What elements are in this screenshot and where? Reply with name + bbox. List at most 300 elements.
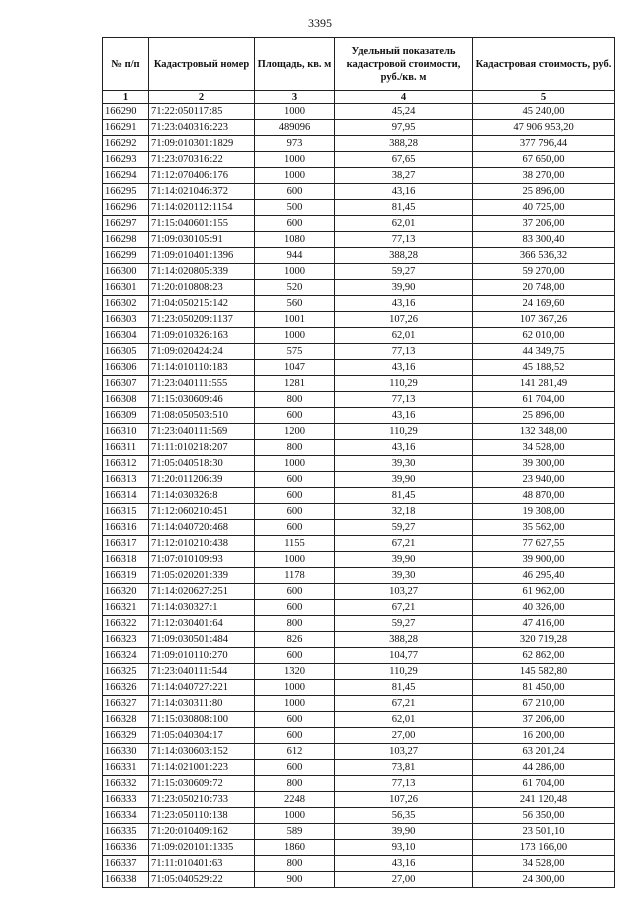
header-row-number: № п/п (103, 38, 149, 91)
cell-cadastral-value: 67 210,00 (473, 696, 615, 712)
cell-area: 800 (255, 392, 335, 408)
cell-area: 600 (255, 600, 335, 616)
cell-row-number: 166295 (103, 184, 149, 200)
cell-cadastral-number: 71:14:020627:251 (149, 584, 255, 600)
cell-unit-value: 43,16 (335, 440, 473, 456)
cell-unit-value: 110,29 (335, 664, 473, 680)
cell-unit-value: 39,30 (335, 568, 473, 584)
cell-row-number: 166325 (103, 664, 149, 680)
cell-cadastral-number: 71:14:021001:223 (149, 760, 255, 776)
cell-unit-value: 27,00 (335, 872, 473, 888)
cell-row-number: 166312 (103, 456, 149, 472)
cell-cadastral-value: 39 900,00 (473, 552, 615, 568)
cell-cadastral-number: 71:09:020101:1335 (149, 840, 255, 856)
cell-row-number: 166335 (103, 824, 149, 840)
cell-row-number: 166299 (103, 248, 149, 264)
cell-cadastral-number: 71:23:040111:544 (149, 664, 255, 680)
cell-cadastral-value: 23 501,10 (473, 824, 615, 840)
cell-row-number: 166307 (103, 376, 149, 392)
cell-cadastral-value: 173 166,00 (473, 840, 615, 856)
table-row (103, 456, 615, 472)
cell-unit-value: 77,13 (335, 232, 473, 248)
cell-cadastral-value: 56 350,00 (473, 808, 615, 824)
cell-row-number: 166328 (103, 712, 149, 728)
cell-row-number: 166318 (103, 552, 149, 568)
cell-area: 1001 (255, 312, 335, 328)
cell-cadastral-value: 46 295,40 (473, 568, 615, 584)
cell-cadastral-number: 71:12:070406:176 (149, 168, 255, 184)
cell-row-number: 166294 (103, 168, 149, 184)
column-number: 1 (103, 91, 149, 104)
cell-cadastral-number: 71:12:060210:451 (149, 504, 255, 520)
cadastral-value-table (102, 37, 615, 888)
cell-row-number: 166310 (103, 424, 149, 440)
cell-unit-value: 56,35 (335, 808, 473, 824)
cell-unit-value: 110,29 (335, 424, 473, 440)
table-row (103, 136, 615, 152)
cell-row-number: 166337 (103, 856, 149, 872)
table-row (103, 216, 615, 232)
cell-area: 1178 (255, 568, 335, 584)
table-row (103, 184, 615, 200)
table-row (103, 648, 615, 664)
cell-cadastral-value: 38 270,00 (473, 168, 615, 184)
cell-unit-value: 43,16 (335, 856, 473, 872)
table-row (103, 104, 615, 120)
cell-cadastral-value: 141 281,49 (473, 376, 615, 392)
cell-row-number: 166297 (103, 216, 149, 232)
cell-unit-value: 62,01 (335, 712, 473, 728)
cell-row-number: 166316 (103, 520, 149, 536)
cell-unit-value: 67,21 (335, 696, 473, 712)
cell-cadastral-value: 45 188,52 (473, 360, 615, 376)
table-row (103, 264, 615, 280)
cell-area: 2248 (255, 792, 335, 808)
cell-unit-value: 39,90 (335, 472, 473, 488)
cell-area: 612 (255, 744, 335, 760)
table-row (103, 248, 615, 264)
cell-unit-value: 103,27 (335, 744, 473, 760)
cell-area: 1000 (255, 680, 335, 696)
cell-row-number: 166336 (103, 840, 149, 856)
table-header-row (103, 38, 615, 91)
cell-cadastral-number: 71:23:050209:1137 (149, 312, 255, 328)
cell-area: 826 (255, 632, 335, 648)
cell-area: 600 (255, 504, 335, 520)
table-row (103, 584, 615, 600)
table-row (103, 360, 615, 376)
cell-unit-value: 39,90 (335, 824, 473, 840)
cell-area: 800 (255, 856, 335, 872)
table-row (103, 552, 615, 568)
cell-area: 1000 (255, 552, 335, 568)
cell-area: 575 (255, 344, 335, 360)
cell-row-number: 166321 (103, 600, 149, 616)
cell-row-number: 166306 (103, 360, 149, 376)
header-unit-value: Удельный показатель кадастровой стоимости, руб./кв. м (335, 38, 473, 91)
cell-cadastral-number: 71:15:030808:100 (149, 712, 255, 728)
cell-area: 600 (255, 584, 335, 600)
cell-cadastral-number: 71:09:020424:24 (149, 344, 255, 360)
cell-unit-value: 73,81 (335, 760, 473, 776)
cell-cadastral-number: 71:20:010808:23 (149, 280, 255, 296)
table-row (103, 808, 615, 824)
cell-cadastral-number: 71:23:050110:138 (149, 808, 255, 824)
cell-unit-value: 32,18 (335, 504, 473, 520)
cell-cadastral-value: 25 896,00 (473, 408, 615, 424)
cell-area: 489096 (255, 120, 335, 136)
table-body (103, 104, 615, 888)
table-row (103, 440, 615, 456)
cell-unit-value: 39,90 (335, 280, 473, 296)
table-row (103, 392, 615, 408)
cell-cadastral-value: 63 201,24 (473, 744, 615, 760)
table-row (103, 632, 615, 648)
cell-cadastral-number: 71:15:030609:72 (149, 776, 255, 792)
cell-row-number: 166291 (103, 120, 149, 136)
table-row (103, 744, 615, 760)
cell-area: 1000 (255, 168, 335, 184)
cell-cadastral-number: 71:20:010409:162 (149, 824, 255, 840)
cell-row-number: 166313 (103, 472, 149, 488)
cell-unit-value: 388,28 (335, 632, 473, 648)
cell-unit-value: 77,13 (335, 776, 473, 792)
cell-unit-value: 43,16 (335, 184, 473, 200)
cell-cadastral-value: 19 308,00 (473, 504, 615, 520)
cell-unit-value: 45,24 (335, 104, 473, 120)
cell-area: 600 (255, 648, 335, 664)
cell-row-number: 166331 (103, 760, 149, 776)
cell-unit-value: 39,30 (335, 456, 473, 472)
cell-cadastral-number: 71:11:010401:63 (149, 856, 255, 872)
cell-row-number: 166334 (103, 808, 149, 824)
cell-area: 1047 (255, 360, 335, 376)
cell-row-number: 166309 (103, 408, 149, 424)
cell-unit-value: 59,27 (335, 264, 473, 280)
column-number: 5 (473, 91, 615, 104)
cell-unit-value: 97,95 (335, 120, 473, 136)
cell-row-number: 166298 (103, 232, 149, 248)
cell-cadastral-number: 71:14:030311:80 (149, 696, 255, 712)
cell-area: 1000 (255, 152, 335, 168)
cell-cadastral-number: 71:14:040720:468 (149, 520, 255, 536)
cell-unit-value: 59,27 (335, 520, 473, 536)
cell-cadastral-value: 34 528,00 (473, 440, 615, 456)
cell-row-number: 166300 (103, 264, 149, 280)
cell-cadastral-number: 71:08:050503:510 (149, 408, 255, 424)
cell-cadastral-number: 71:14:020112:1154 (149, 200, 255, 216)
header-cadastral-value: Кадастровая стоимость, руб. (473, 38, 615, 91)
cell-unit-value: 62,01 (335, 328, 473, 344)
cell-cadastral-number: 71:07:010109:93 (149, 552, 255, 568)
cell-unit-value: 103,27 (335, 584, 473, 600)
cell-cadastral-number: 71:12:010210:438 (149, 536, 255, 552)
table-row (103, 824, 615, 840)
cell-cadastral-number: 71:14:030326:8 (149, 488, 255, 504)
cell-cadastral-value: 62 862,00 (473, 648, 615, 664)
table-row (103, 728, 615, 744)
cell-unit-value: 39,90 (335, 552, 473, 568)
cell-cadastral-value: 45 240,00 (473, 104, 615, 120)
cell-cadastral-value: 47 416,00 (473, 616, 615, 632)
cell-cadastral-value: 81 450,00 (473, 680, 615, 696)
cell-cadastral-value: 61 704,00 (473, 776, 615, 792)
cell-area: 944 (255, 248, 335, 264)
cell-cadastral-value: 24 169,60 (473, 296, 615, 312)
table-row (103, 472, 615, 488)
cell-cadastral-value: 132 348,00 (473, 424, 615, 440)
cell-row-number: 166317 (103, 536, 149, 552)
cell-unit-value: 67,21 (335, 600, 473, 616)
cell-row-number: 166302 (103, 296, 149, 312)
table-row (103, 776, 615, 792)
cell-cadastral-value: 77 627,55 (473, 536, 615, 552)
cell-cadastral-number: 71:14:030327:1 (149, 600, 255, 616)
table-row (103, 200, 615, 216)
cell-cadastral-value: 44 286,00 (473, 760, 615, 776)
cell-cadastral-number: 71:09:030105:91 (149, 232, 255, 248)
table-row (103, 536, 615, 552)
cell-cadastral-number: 71:14:021046:372 (149, 184, 255, 200)
cell-area: 1200 (255, 424, 335, 440)
cell-unit-value: 107,26 (335, 312, 473, 328)
cell-area: 600 (255, 216, 335, 232)
cell-cadastral-value: 145 582,80 (473, 664, 615, 680)
cell-unit-value: 388,28 (335, 248, 473, 264)
cell-unit-value: 67,65 (335, 152, 473, 168)
table-row (103, 520, 615, 536)
cell-row-number: 166290 (103, 104, 149, 120)
cell-cadastral-number: 71:05:040304:17 (149, 728, 255, 744)
cell-row-number: 166296 (103, 200, 149, 216)
cell-area: 600 (255, 520, 335, 536)
cell-unit-value: 38,27 (335, 168, 473, 184)
cell-cadastral-value: 34 528,00 (473, 856, 615, 872)
cell-cadastral-value: 37 206,00 (473, 712, 615, 728)
cell-unit-value: 43,16 (335, 408, 473, 424)
cell-cadastral-value: 20 748,00 (473, 280, 615, 296)
cell-area: 1000 (255, 696, 335, 712)
cell-row-number: 166330 (103, 744, 149, 760)
cell-cadastral-number: 71:14:020805:339 (149, 264, 255, 280)
cell-unit-value: 77,13 (335, 392, 473, 408)
cell-unit-value: 43,16 (335, 360, 473, 376)
cell-cadastral-number: 71:09:010301:1829 (149, 136, 255, 152)
cell-row-number: 166333 (103, 792, 149, 808)
cell-area: 973 (255, 136, 335, 152)
cell-row-number: 166322 (103, 616, 149, 632)
cell-cadastral-value: 47 906 953,20 (473, 120, 615, 136)
table-row (103, 504, 615, 520)
cell-area: 1155 (255, 536, 335, 552)
cell-area: 520 (255, 280, 335, 296)
table-row (103, 792, 615, 808)
cell-cadastral-value: 16 200,00 (473, 728, 615, 744)
cell-row-number: 166304 (103, 328, 149, 344)
cell-cadastral-value: 67 650,00 (473, 152, 615, 168)
cell-cadastral-number: 71:23:040111:569 (149, 424, 255, 440)
cell-area: 600 (255, 728, 335, 744)
cell-cadastral-number: 71:05:040529:22 (149, 872, 255, 888)
cell-row-number: 166319 (103, 568, 149, 584)
cell-cadastral-number: 71:04:050215:142 (149, 296, 255, 312)
cell-cadastral-number: 71:09:010110:270 (149, 648, 255, 664)
cell-cadastral-value: 377 796,44 (473, 136, 615, 152)
cell-area: 560 (255, 296, 335, 312)
table-row (103, 712, 615, 728)
cell-cadastral-value: 25 896,00 (473, 184, 615, 200)
cell-row-number: 166329 (103, 728, 149, 744)
cell-area: 600 (255, 184, 335, 200)
cell-area: 1000 (255, 104, 335, 120)
cell-area: 589 (255, 824, 335, 840)
cell-cadastral-number: 71:14:030603:152 (149, 744, 255, 760)
cell-cadastral-number: 71:14:040727:221 (149, 680, 255, 696)
cell-row-number: 166327 (103, 696, 149, 712)
cell-cadastral-value: 61 962,00 (473, 584, 615, 600)
cell-cadastral-number: 71:14:010110:183 (149, 360, 255, 376)
cell-area: 1000 (255, 328, 335, 344)
cell-area: 1000 (255, 808, 335, 824)
cell-area: 1320 (255, 664, 335, 680)
cell-cadastral-number: 71:05:020201:339 (149, 568, 255, 584)
cell-cadastral-number: 71:09:030501:484 (149, 632, 255, 648)
cell-row-number: 166323 (103, 632, 149, 648)
cell-unit-value: 62,01 (335, 216, 473, 232)
cell-cadastral-value: 366 536,32 (473, 248, 615, 264)
table-row (103, 856, 615, 872)
column-number: 3 (255, 91, 335, 104)
column-number: 2 (149, 91, 255, 104)
cell-row-number: 166301 (103, 280, 149, 296)
cell-unit-value: 110,29 (335, 376, 473, 392)
cell-row-number: 166308 (103, 392, 149, 408)
cell-unit-value: 81,45 (335, 488, 473, 504)
cell-cadastral-number: 71:09:010401:1396 (149, 248, 255, 264)
cell-cadastral-value: 62 010,00 (473, 328, 615, 344)
table-row (103, 280, 615, 296)
cell-area: 500 (255, 200, 335, 216)
cell-cadastral-value: 35 562,00 (473, 520, 615, 536)
cell-row-number: 166315 (103, 504, 149, 520)
cell-unit-value: 81,45 (335, 200, 473, 216)
cell-unit-value: 107,26 (335, 792, 473, 808)
cell-unit-value: 67,21 (335, 536, 473, 552)
cell-area: 600 (255, 488, 335, 504)
cell-cadastral-value: 48 870,00 (473, 488, 615, 504)
cell-area: 600 (255, 472, 335, 488)
table-row (103, 232, 615, 248)
cell-row-number: 166338 (103, 872, 149, 888)
cell-cadastral-number: 71:23:070316:22 (149, 152, 255, 168)
cell-area: 800 (255, 776, 335, 792)
cell-area: 800 (255, 440, 335, 456)
cell-unit-value: 104,77 (335, 648, 473, 664)
cell-area: 900 (255, 872, 335, 888)
cell-area: 1000 (255, 264, 335, 280)
table-row (103, 120, 615, 136)
cell-unit-value: 93,10 (335, 840, 473, 856)
table-row (103, 296, 615, 312)
cell-area: 1860 (255, 840, 335, 856)
cell-cadastral-value: 59 270,00 (473, 264, 615, 280)
cell-cadastral-number: 71:09:010326:163 (149, 328, 255, 344)
table-row (103, 760, 615, 776)
cell-row-number: 166303 (103, 312, 149, 328)
header-cadastral-number: Кадастровый номер (149, 38, 255, 91)
cell-cadastral-number: 71:20:011206:39 (149, 472, 255, 488)
cell-row-number: 166320 (103, 584, 149, 600)
cell-area: 600 (255, 712, 335, 728)
table-row (103, 616, 615, 632)
cell-cadastral-number: 71:22:050117:85 (149, 104, 255, 120)
cell-cadastral-value: 44 349,75 (473, 344, 615, 360)
table-row (103, 312, 615, 328)
cell-cadastral-number: 71:23:050210:733 (149, 792, 255, 808)
cell-cadastral-value: 61 704,00 (473, 392, 615, 408)
table-row (103, 664, 615, 680)
table-row (103, 424, 615, 440)
table-row (103, 328, 615, 344)
cell-unit-value: 77,13 (335, 344, 473, 360)
cell-unit-value: 388,28 (335, 136, 473, 152)
table-row (103, 344, 615, 360)
cell-cadastral-value: 107 367,26 (473, 312, 615, 328)
table-row (103, 696, 615, 712)
cell-cadastral-value: 83 300,40 (473, 232, 615, 248)
cell-cadastral-value: 40 725,00 (473, 200, 615, 216)
header-area: Площадь, кв. м (255, 38, 335, 91)
table-row (103, 376, 615, 392)
cell-area: 1080 (255, 232, 335, 248)
cell-unit-value: 81,45 (335, 680, 473, 696)
cell-area: 600 (255, 408, 335, 424)
table-row (103, 168, 615, 184)
cell-unit-value: 43,16 (335, 296, 473, 312)
table-row (103, 680, 615, 696)
cell-cadastral-value: 24 300,00 (473, 872, 615, 888)
cell-cadastral-number: 71:12:030401:64 (149, 616, 255, 632)
page-number: 3395 (308, 16, 332, 30)
cell-cadastral-number: 71:11:010218:207 (149, 440, 255, 456)
cell-row-number: 166305 (103, 344, 149, 360)
cell-unit-value: 59,27 (335, 616, 473, 632)
cell-row-number: 166311 (103, 440, 149, 456)
cell-cadastral-number: 71:15:030609:46 (149, 392, 255, 408)
column-number-row (103, 91, 615, 104)
cell-row-number: 166332 (103, 776, 149, 792)
table-row (103, 840, 615, 856)
cell-cadastral-value: 39 300,00 (473, 456, 615, 472)
cell-area: 1281 (255, 376, 335, 392)
cell-area: 600 (255, 760, 335, 776)
cell-row-number: 166326 (103, 680, 149, 696)
table-row (103, 568, 615, 584)
cell-cadastral-value: 320 719,28 (473, 632, 615, 648)
cell-row-number: 166324 (103, 648, 149, 664)
table-row (103, 408, 615, 424)
cell-cadastral-number: 71:15:040601:155 (149, 216, 255, 232)
table-row (103, 488, 615, 504)
cell-area: 1000 (255, 456, 335, 472)
cell-cadastral-value: 241 120,48 (473, 792, 615, 808)
cell-area: 800 (255, 616, 335, 632)
table-row (103, 152, 615, 168)
cell-cadastral-value: 23 940,00 (473, 472, 615, 488)
cell-cadastral-number: 71:05:040518:30 (149, 456, 255, 472)
cell-row-number: 166292 (103, 136, 149, 152)
cell-row-number: 166314 (103, 488, 149, 504)
